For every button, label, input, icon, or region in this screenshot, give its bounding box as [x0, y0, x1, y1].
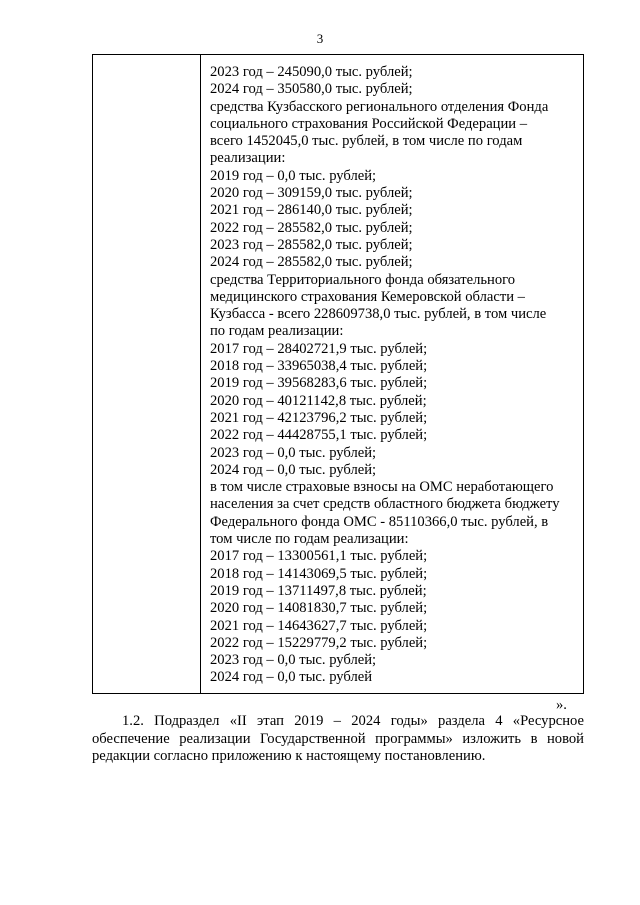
- table-left-cell: [93, 55, 201, 693]
- paragraph-line: обеспечение реализации Государственной программы» изложить в новой: [92, 730, 584, 747]
- table-line: 2023 год – 0,0 тыс. рублей;: [210, 652, 377, 669]
- page-number: 3: [316, 31, 324, 46]
- table-line: реализации:: [210, 150, 286, 167]
- table-line: всего 1452045,0 тыс. рублей, в том числе по годам: [210, 133, 523, 150]
- funding-table: [92, 54, 584, 694]
- table-line: 2017 год – 13300561,1 тыс. рублей;: [210, 548, 428, 565]
- paragraph-line: 1.2. Подраздел «II этап 2019 – 2024 годы» раздела 4 «Ресурсное: [122, 713, 584, 729]
- table-line: 2019 год – 39568283,6 тыс. рублей;: [210, 375, 428, 392]
- table-line: 2020 год – 40121142,8 тыс. рублей;: [210, 392, 427, 409]
- table-line: средства Кузбасского регионального отделения Фонда: [210, 98, 549, 115]
- table-line: 2024 год – 350580,0 тыс. рублей;: [210, 81, 413, 98]
- table-line: 2021 год – 14643627,7 тыс. рублей;: [210, 617, 428, 634]
- table-line: Федерального фонда ОМС - 85110366,0 тыс. рублей, в: [210, 513, 549, 530]
- table-line: медицинского страхования Кемеровской области –: [210, 288, 525, 305]
- table-line: Кузбасса - всего 228609738,0 тыс. рублей, в том числе: [210, 306, 547, 323]
- table-line: 2021 год – 286140,0 тыс. рублей;: [210, 202, 413, 219]
- table-line: 2022 год – 44428755,1 тыс. рублей;: [210, 427, 428, 444]
- table-line: 2022 год – 285582,0 тыс. рублей;: [210, 219, 413, 236]
- table-line: 2020 год – 14081830,7 тыс. рублей;: [210, 600, 428, 617]
- table-line: том числе по годам реализации:: [210, 531, 409, 548]
- table-line: в том числе страховые взносы на ОМС неработающего: [210, 479, 554, 496]
- table-line: 2018 год – 14143069,5 тыс. рублей;: [210, 565, 428, 582]
- table-line: 2019 год – 0,0 тыс. рублей;: [210, 167, 377, 184]
- table-line: 2021 год – 42123796,2 тыс. рублей;: [210, 409, 428, 426]
- table-line: 2018 год – 33965038,4 тыс. рублей;: [210, 358, 428, 375]
- table-right-cell: [201, 55, 583, 693]
- paragraph-line: редакции согласно приложению к настоящему постановлению.: [92, 748, 486, 764]
- table-line: населения за счет средств областного бюджета бюджету: [210, 496, 560, 513]
- table-line: 2019 год – 13711497,8 тыс. рублей;: [210, 582, 427, 599]
- table-line: 2024 год – 285582,0 тыс. рублей;: [210, 254, 413, 271]
- table-line: 2020 год – 309159,0 тыс. рублей;: [210, 185, 413, 202]
- table-line: 2023 год – 245090,0 тыс. рублей;: [210, 64, 413, 80]
- table-line: 2017 год – 28402721,9 тыс. рублей;: [210, 340, 428, 357]
- amendment-paragraph: [92, 713, 584, 766]
- table-line: 2023 год – 285582,0 тыс. рублей;: [210, 236, 413, 253]
- table-line: социального страхования Российской Федерации –: [210, 115, 528, 132]
- table-line: 2024 год – 0,0 тыс. рублей: [210, 669, 373, 686]
- closing-quote-mark: ».: [556, 697, 567, 713]
- table-line: по годам реализации:: [210, 323, 344, 340]
- table-line: 2023 год – 0,0 тыс. рублей;: [210, 444, 377, 461]
- table-line: средства Территориального фонда обязательного: [210, 271, 516, 288]
- table-line: 2024 год – 0,0 тыс. рублей;: [210, 461, 377, 478]
- table-line: 2022 год – 15229779,2 тыс. рублей;: [210, 634, 428, 651]
